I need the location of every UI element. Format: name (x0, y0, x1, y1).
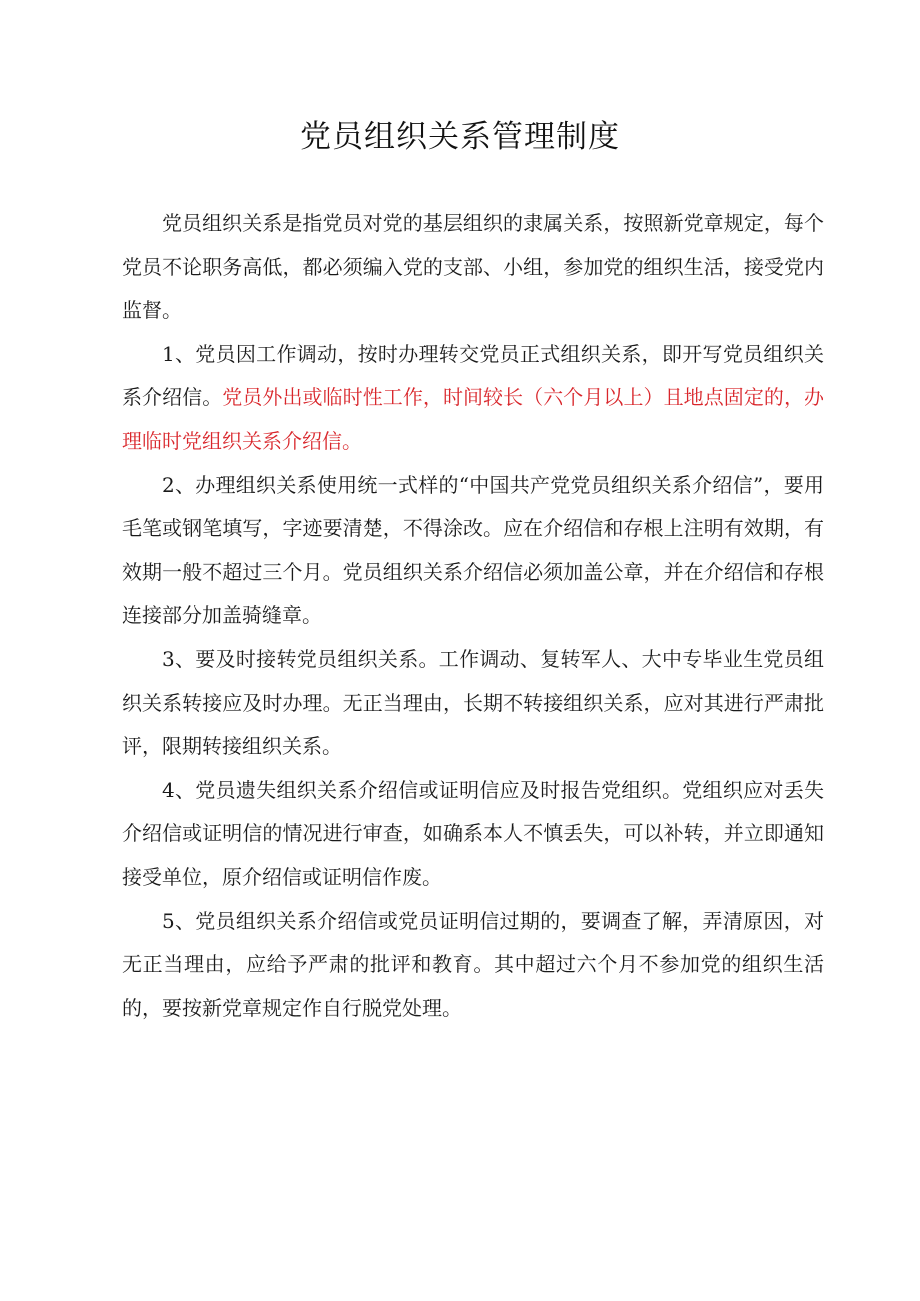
document-body (122, 202, 824, 1030)
paragraph-text: 4、党员遗失组织关系介绍信或证明信应及时报告党组织。党组织应对丢失介绍信或证明信的情况进行审查，如确系本人不慎丢失，可以补转，并立即通知接受单位，原介绍信或证明信作废。 (122, 777, 824, 889)
page-title: 党员组织关系管理制度 (300, 119, 620, 155)
paragraph-text: 2、办理组织关系使用统一式样的“中国共产党党员组织关系介绍信”，要用毛笔或钢笔填写，字迹要清楚，不得涂改。应在介绍信和存根上注明有效期，有效期一般不超过三个月。党员组织关系介绍信必须加盖公章，并在介绍信和存根连接部分加盖骑缝章。 (122, 472, 824, 628)
paragraph-text: 3、要及时接转党员组织关系。工作调动、复转军人、大中专毕业生党员组织关系转接应及时办理。无正当理由，长期不转接组织关系，应对其进行严肃批评，限期转接组织关系。 (122, 646, 824, 759)
paragraph-item-4 (122, 769, 824, 900)
paragraph-text: 5、党员组织关系介绍信或党员证明信过期的，要调查了解，弄清原因，对无正当理由，应给予严肃的批评和教育。其中超过六个月不参加党的组织生活的，要按新党章规定作自行脱党处理。 (122, 908, 824, 1020)
paragraph-text: 党员组织关系是指党员对党的基层组织的隶属关系，按照新党章规定，每个党员不论职务高低，都必须编入党的支部、小组，参加党的组织生活，接受党内监督。 (122, 211, 824, 323)
paragraph-item-2 (122, 464, 824, 638)
paragraph-item-3 (122, 638, 824, 769)
paragraph-item-5 (122, 900, 824, 1031)
paragraph-text: 1、党员因工作调动，按时办理转交党员正式组织关系，即开写党员组织关系介绍信。 (122, 341, 824, 410)
paragraph-item-1 (122, 333, 824, 464)
highlighted-text: 党员外出或临时性工作，时间较长（六个月以上）且地点固定的，办理临时党组织关系介绍信。 (122, 385, 825, 453)
paragraph-intro (122, 202, 824, 333)
